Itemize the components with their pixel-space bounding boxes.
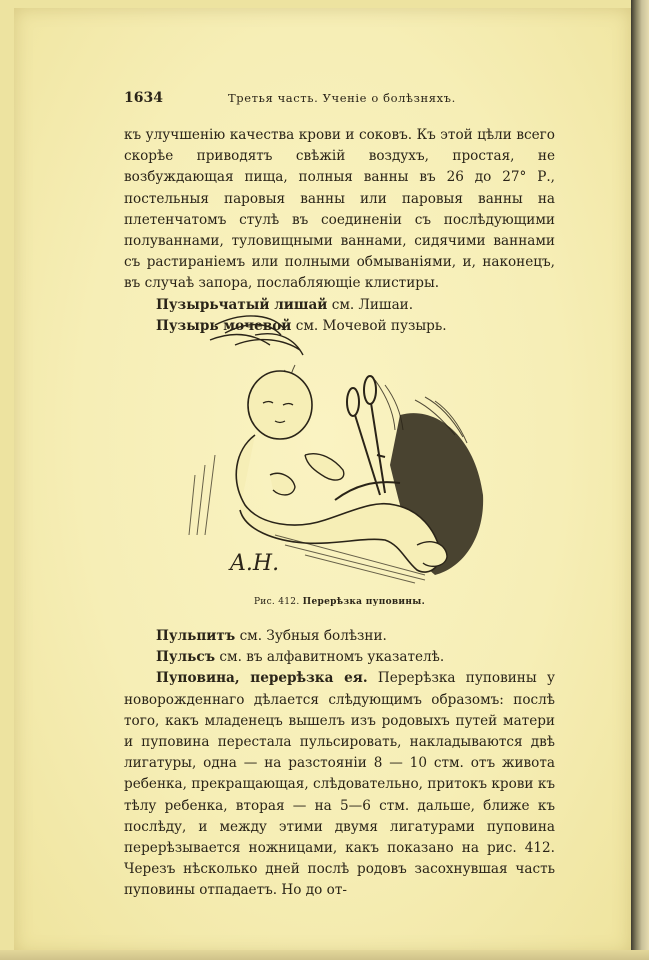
entry-text: Перерѣзка пуповины у новорожденнаго дѣлается слѣдующимъ образомъ: послѣ того, какъ младенецъ вышелъ изъ родовыхъ путей матери и пуповина перестала пульсировать, накладываются двѣ лигатуры, одна — на разстоянiи 8 — 10 стм. отъ живота ребенка, прекращающая, слѣдовательно, притокъ крови къ тѣлу ребенка, вторая — на 5—6 стм. дальше, ближе къ послѣду, и между этими двумя лигатурами пуповина перерѣзывается ножницами, какъ показано на рис. 412. Черезъ нѣсколько дней послѣ родовъ засохнувшая часть пуповины отпадаетъ. Но до от- — [124, 670, 555, 899]
entry-term: Пульпитъ — [156, 628, 236, 644]
entry-term: Пузырьчатый лишай — [156, 296, 328, 313]
entry-term: Пуповина, перерѣзка ея. — [156, 670, 368, 687]
page-binding-edge — [631, 0, 649, 960]
entry-paragraph — [124, 668, 555, 901]
continuation-paragraph: къ улучшенiю качества крови и соковъ. Къ этой цѣли всего скорѣе приводятъ свѣжiй воздухъ, простая, не возбуждающая пища, полныя ванны въ 26 до 27° Р., постельныя паровыя ванны или паровыя ванны на плетенчатомъ стулѣ въ соединенiи съ послѣдующими полуваннами, туловищными ваннами, сидячими ваннами съ растиранiемъ или полными обмыванiями, и, наконецъ, въ случаѣ запора, послабляющiе клистиры. — [124, 127, 555, 292]
entry-text: см. Лишаи. — [331, 296, 414, 313]
entry-text: см. Зубныя болѣзни. — [239, 628, 387, 644]
entry-term: Пузырь мочевой — [156, 317, 292, 334]
page-number: 1634 — [124, 90, 163, 106]
page-header — [124, 90, 554, 110]
entry-text: см. въ алфавитномъ указателѣ. — [219, 649, 445, 666]
entry-paragraph — [124, 626, 555, 647]
bottom-text-block — [124, 626, 555, 902]
newborn-scissors-illustration — [185, 305, 485, 595]
entry-text: см. Мочевой пузырь. — [295, 317, 447, 334]
figure-caption — [124, 597, 555, 607]
entry-paragraph — [124, 647, 555, 668]
illustration-figure — [185, 305, 485, 595]
caption-number: Рис. 412. — [253, 597, 300, 607]
running-title: Третья часть. Ученiе о болѣзняхъ. — [228, 91, 456, 105]
caption-title: Перерѣзка пуповины. — [302, 597, 426, 607]
entry-term: Пульсъ — [156, 649, 216, 666]
artist-signature: A.H. — [230, 551, 280, 576]
page-bottom-edge — [0, 950, 649, 960]
